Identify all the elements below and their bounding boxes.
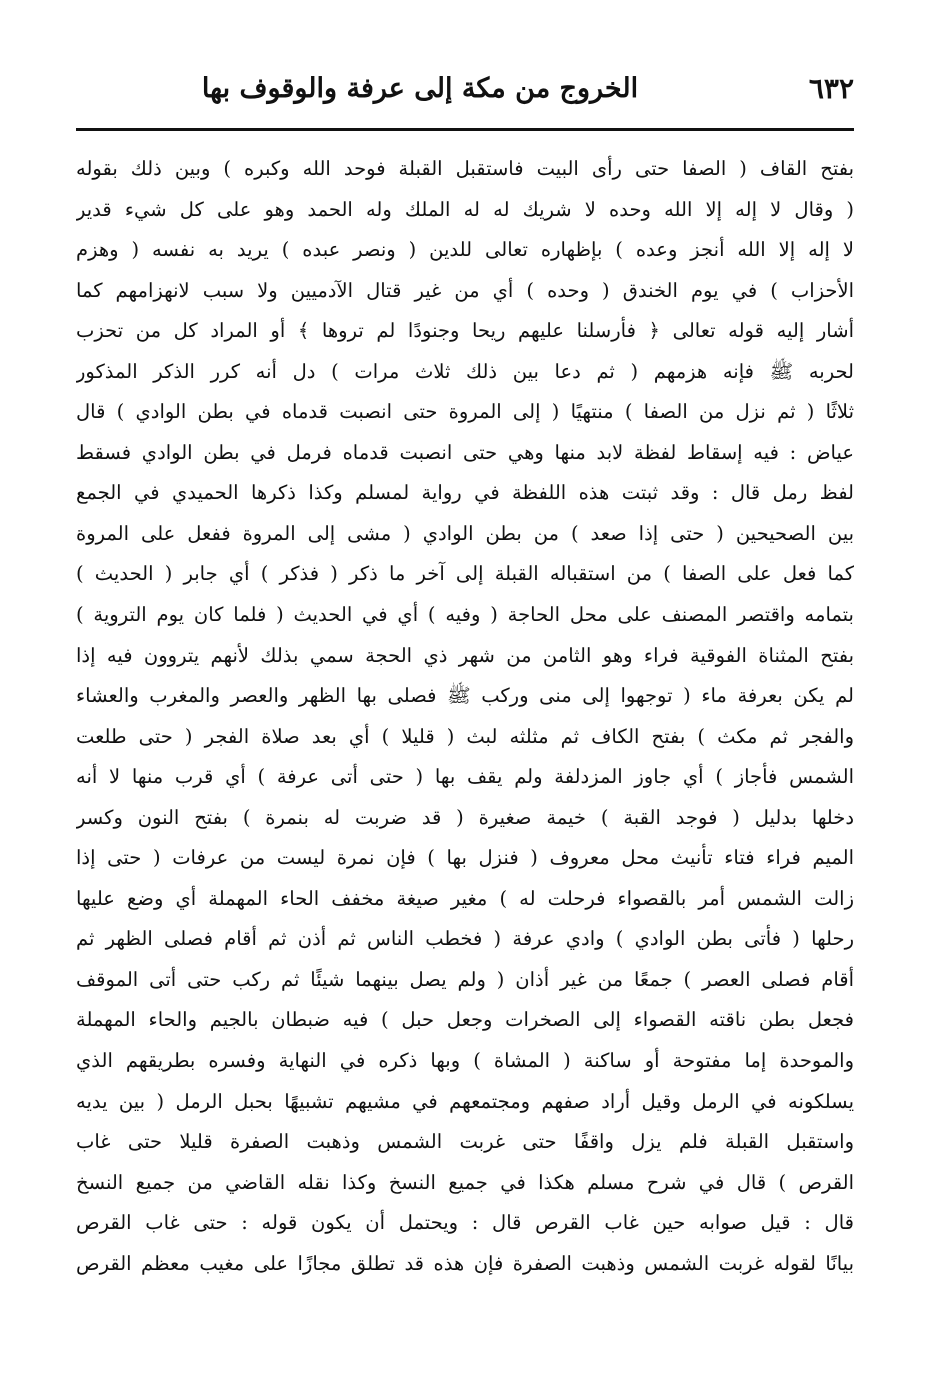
- text-line: ثلاثًا ( ثم نزل من الصفا ) منتهيًا ( إلى المروة حتى انصبت قدماه في بطن الوادي ) قال: [76, 400, 854, 424]
- text-line: بين الصحيحين ( حتى إذا صعد ) من بطن الوادي ( مشى إلى المروة ففعل على المروة: [76, 521, 854, 545]
- running-title: الخروج من مكة إلى عرفة والوقوف بها: [201, 73, 639, 104]
- text-line: فجعل بطن ناقته القصواء إلى الصخرات وجعل حبل ) فيه ضبطان بالجيم والحاء المهملة: [76, 1008, 854, 1032]
- text-line: الشمس فأجاز ) أي جاوز المزدلفة ولم يقف بها ( حتى أتى عرفة ) أي قرب منها لا أنه: [76, 765, 854, 789]
- main-text: [76, 149, 854, 1284]
- text-line: رحلها ( فأتى بطن الوادي ) وادي عرفة ( فخطب الناس ثم أذن ثم أقام فصلى الظهر ثم: [76, 927, 854, 951]
- text-line: بتمامه واقتصر المصنف على محل الحاجة ( وفيه ) أي في الحديث ( فلما كان يوم التروية ): [76, 603, 854, 627]
- page-header: [76, 68, 854, 110]
- text-line: دخلها بدليل ( فوجد القبة ) خيمة صغيرة ( قد ضربت له بنمرة ) بفتح النون وكسر: [76, 805, 854, 829]
- text-line: كما فعل على الصفا ) من استقباله القبلة إلى آخر ما ذكر ( فذكر ) أي جابر ( الحديث ): [76, 562, 854, 586]
- text-line: عياض : فيه إسقاط لفظة لابد منها وهي حتى انصبت قدماه فرمل في بطن الوادي فسقط: [76, 440, 854, 464]
- text-line: أشار إليه قوله تعالى ﴿ فأرسلنا عليهم ريحا وجنودًا لم تروها ﴾ أو المراد كل من تحزب: [76, 319, 854, 343]
- page-number: ٦٣٢: [808, 72, 854, 105]
- text-line: والفجر ثم مكث ) بفتح الكاف ثم مثلثه لبث ( قليلا ) أي بعد صلاة الفجر ( حتى طلعت: [76, 724, 854, 748]
- text-line: الميم فراء فتاء تأنيث محل معروف ( فنزل بها ) فإن نمرة ليست من عرفات ( حتى إذا: [76, 846, 854, 870]
- text-line: والموحدة إما مفتوحة أو ساكنة ( المشاة ) وبها ذكره في النهاية وفسره بطريقهم الذي: [76, 1049, 854, 1073]
- text-line: يسلكونه في الرمل وقيل أراد صفهم ومجتمعهم في مشيهم تشبيهًا بحبل الرمل ( بين يديه: [76, 1089, 854, 1113]
- text-line: بيانًا لقوله غربت الشمس وذهبت الصفرة فإن هذه قد تطلق مجازًا على مغيب معظم القرص: [76, 1251, 854, 1275]
- text-line: بفتح المثناة الفوقية فراء وهو الثامن من شهر ذي الحجة سمي بذلك لأنهم يتروون فيه إذا: [76, 643, 854, 667]
- text-line: بفتح القاف ( الصفا حتى رأى البيت فاستقبل القبلة فوحد الله وكبره ) وبين ذلك بقوله: [76, 157, 854, 180]
- text-line: زالت الشمس أمر بالقصواء فرحلت له ) مغير صيغة مخفف الحاء المهملة أي وضع عليها: [76, 886, 854, 910]
- text-line: لا إله إلا الله أنجز وعده ) بإظهاره تعالى للدين ( ونصر عبده ) يريد به نفسه ( وهزم: [76, 238, 854, 262]
- text-line: واستقبل القبلة فلم يزل واقفًا حتى غربت الشمس وذهبت الصفرة قليلا حتى غاب: [76, 1130, 854, 1154]
- text-line: لحربه ﷺ فإنه هزمهم ( ثم دعا بين ذلك ثلاث مرات ) دل أنه كرر الذكر المذكور: [76, 359, 854, 383]
- text-line: لفظ رمل قال : وقد ثبتت هذه اللفظة في رواية لمسلم وكذا ذكرها الحميدي في الجمع: [76, 481, 854, 505]
- header-divider: [76, 128, 854, 131]
- text-line: ( وقال لا إله إلا الله وحده لا شريك له له الملك وله الحمد وهو على كل شيء قدير: [76, 197, 854, 221]
- text-line: لم يكن بعرفة ماء ( توجهوا إلى منى وركب ﷺ فصلى بها الظهر والعصر والمغرب والعشاء: [76, 684, 854, 708]
- text-line: قال : قيل صوابه حين غاب القرص قال : ويحتمل أن يكون قوله : حتى غاب القرص: [76, 1211, 854, 1235]
- text-line: أقام فصلى العصر ) جمعًا من غير أذان ( ولم يصل بينهما شيئًا ثم ركب حتى أتى الموقف: [76, 967, 854, 991]
- text-line: القرص ) قال في شرح مسلم هكذا في جميع النسخ وكذا نقله القاضي من جميع النسخ: [76, 1170, 854, 1194]
- text-line: الأحزاب ) في يوم الخندق ( وحده ) أي من غير قتال الآدميين ولا سبب لانهزامهم كما: [76, 278, 854, 302]
